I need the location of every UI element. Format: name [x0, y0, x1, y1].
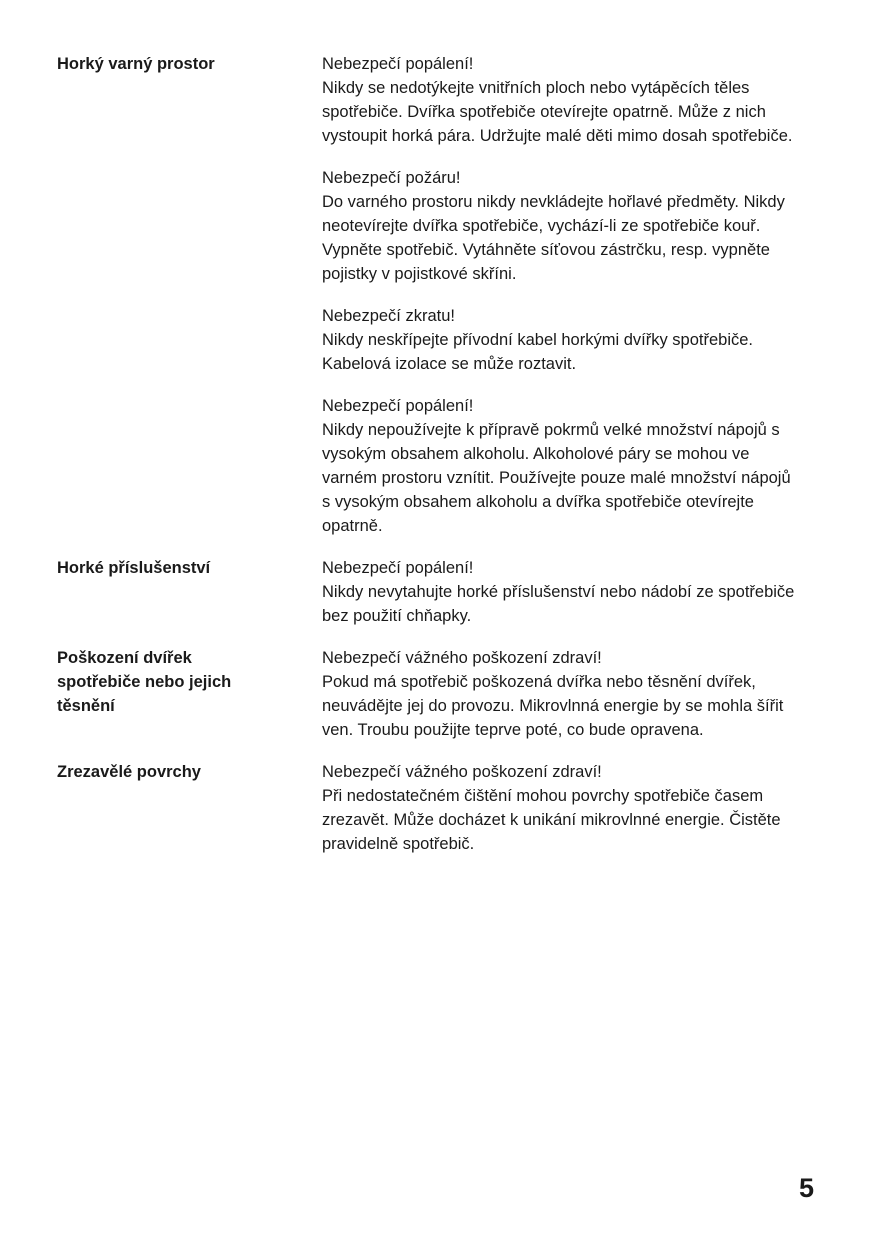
- warning-title: Nebezpečí zkratu!: [322, 307, 455, 325]
- warning-block: [322, 52, 796, 148]
- section-heading: Horký varný prostor: [57, 55, 215, 73]
- warning-block: [322, 760, 796, 856]
- warning-block: [322, 166, 796, 286]
- section-heading: Horké příslušenství: [57, 559, 211, 577]
- section-damaged-door-or-seal: [57, 646, 805, 742]
- section-hot-accessories: [57, 556, 805, 628]
- warning-title: Nebezpečí vážného poškození zdraví!: [322, 649, 602, 667]
- body-column: [322, 52, 796, 538]
- warning-body: Nikdy se nedotýkejte vnitřních ploch nebo vytápěcích těles spotřebiče. Dvířka spotřebiče otevírejte opatrně. Může z nich vystoupit horká pára. Udržujte malé děti mimo dosah spotřebiče.: [322, 79, 793, 145]
- warning-title: Nebezpečí požáru!: [322, 169, 461, 187]
- warning-title: Nebezpečí vážného poškození zdraví!: [322, 763, 602, 781]
- heading-column: [57, 52, 262, 76]
- warning-block: [322, 304, 796, 376]
- warning-block: [322, 394, 796, 538]
- warning-body: Pokud má spotřebič poškozená dvířka nebo těsnění dvířek, neuvádějte jej do provozu. Mikrovlnná energie by se mohla šířit ven. Troubu použijte teprve poté, co bude opravena.: [322, 673, 784, 739]
- warning-body: Do varného prostoru nikdy nevkládejte hořlavé předměty. Nikdy neotevírejte dvířka spotřebiče, vychází-li ze spotřebiče kouř. Vypněte spotřebič. Vytáhněte síťovou zástrčku, resp. vypněte pojistky v pojistkové skříni.: [322, 193, 785, 283]
- body-column: [322, 556, 796, 628]
- page-number: 5: [798, 1173, 814, 1203]
- heading-column: [57, 646, 262, 718]
- warning-body: Nikdy neskřípejte přívodní kabel horkými dvířky spotřebiče. Kabelová izolace se může roztavit.: [322, 331, 754, 373]
- heading-column: [57, 556, 262, 580]
- warning-block: [322, 556, 796, 628]
- body-column: [322, 760, 796, 856]
- warning-title: Nebezpečí popálení!: [322, 397, 474, 415]
- section-rusty-surfaces: [57, 760, 805, 856]
- heading-column: [57, 760, 262, 784]
- manual-safety-content: [57, 52, 805, 856]
- body-column: [322, 646, 796, 742]
- section-heading: Poškození dvířek spotřebiče nebo jejich těsnění: [57, 649, 232, 715]
- warning-title: Nebezpečí popálení!: [322, 559, 474, 577]
- section-heading: Zrezavělé povrchy: [57, 763, 201, 781]
- warning-body: Nikdy nepoužívejte k přípravě pokrmů velké množství nápojů s vysokým obsahem alkoholu. Alkoholové páry se mohou ve varném prostoru vznítit. Používejte pouze malé množství nápojů s vysokým obsahem alkoholu a dvířka spotřebiče otevírejte opatrně.: [322, 421, 791, 535]
- warning-title: Nebezpečí popálení!: [322, 55, 474, 73]
- section-hot-cooking-compartment: [57, 52, 805, 538]
- warning-body: Nikdy nevytahujte horké příslušenství nebo nádobí ze spotřebiče bez použití chňapky.: [322, 583, 795, 625]
- warning-body: Při nedostatečném čištění mohou povrchy spotřebiče časem zrezavět. Může docházet k unikání mikrovlnné energie. Čistěte pravidelně spotřebič.: [322, 787, 781, 853]
- warning-block: [322, 646, 796, 742]
